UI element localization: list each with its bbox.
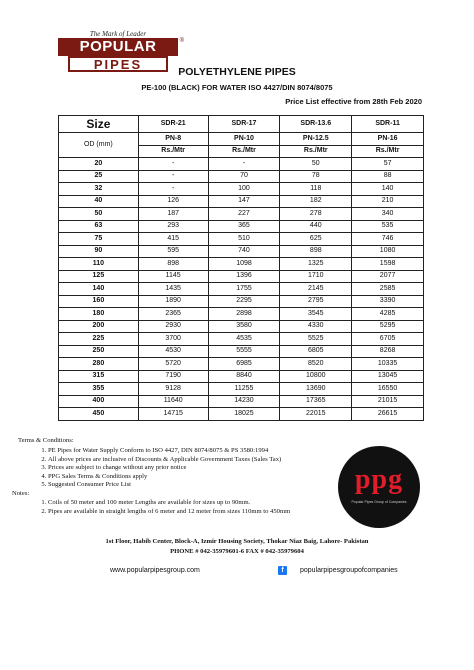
price-cell: 7190 bbox=[138, 370, 208, 383]
table-row bbox=[59, 333, 424, 346]
price-cell: 22015 bbox=[280, 408, 352, 421]
od-size-cell: 50 bbox=[59, 208, 139, 221]
price-cell: 14230 bbox=[208, 395, 280, 408]
logo-tagline: The Mark of Leader bbox=[89, 30, 147, 38]
price-cell: 898 bbox=[280, 245, 352, 258]
od-size-cell: 75 bbox=[59, 233, 139, 246]
price-cell: 11640 bbox=[138, 395, 208, 408]
price-cell: 2585 bbox=[352, 283, 424, 296]
website-link[interactable]: www.popularpipesgroup.com bbox=[110, 567, 200, 574]
terms-section bbox=[12, 437, 291, 516]
table-row bbox=[59, 208, 424, 221]
price-cell: 227 bbox=[208, 208, 280, 221]
od-size-cell: 140 bbox=[59, 283, 139, 296]
od-size-cell: 280 bbox=[59, 358, 139, 371]
unit-header: Rs./Mtr bbox=[208, 145, 280, 158]
od-size-cell: 180 bbox=[59, 308, 139, 321]
terms-list bbox=[18, 447, 290, 488]
price-cell: 210 bbox=[352, 195, 424, 208]
price-cell: 21015 bbox=[352, 395, 424, 408]
price-cell: 8840 bbox=[208, 370, 280, 383]
document-title: POLYETHYLENE PIPES bbox=[178, 66, 296, 78]
od-size-cell: 20 bbox=[59, 158, 139, 171]
price-cell: 78 bbox=[280, 170, 352, 183]
od-size-cell: 25 bbox=[59, 170, 139, 183]
price-cell: 3580 bbox=[208, 320, 280, 333]
price-cell: 70 bbox=[208, 170, 280, 183]
price-rows bbox=[59, 158, 424, 421]
price-cell: - bbox=[208, 158, 280, 171]
price-cell: 118 bbox=[280, 183, 352, 196]
price-cell: 13045 bbox=[352, 370, 424, 383]
notes-list bbox=[18, 499, 290, 515]
table-row bbox=[59, 195, 424, 208]
price-cell: - bbox=[138, 183, 208, 196]
table-row bbox=[59, 295, 424, 308]
price-cell: 6805 bbox=[280, 345, 352, 358]
price-cell: 1890 bbox=[138, 295, 208, 308]
table-row bbox=[59, 270, 424, 283]
price-cell: 4530 bbox=[138, 345, 208, 358]
document-subtitle: PE-100 (BLACK) FOR WATER ISO 4427/DIN 8074/8075 bbox=[141, 83, 333, 92]
price-cell: 140 bbox=[352, 183, 424, 196]
price-cell: 3700 bbox=[138, 333, 208, 346]
price-cell: 4330 bbox=[280, 320, 352, 333]
od-size-cell: 125 bbox=[59, 270, 139, 283]
ppg-logo bbox=[338, 446, 420, 528]
table-row bbox=[59, 245, 424, 258]
price-cell: 625 bbox=[280, 233, 352, 246]
table-row bbox=[59, 320, 424, 333]
price-cell: 510 bbox=[208, 233, 280, 246]
sdr-header: SDR-21 bbox=[138, 116, 208, 133]
ppg-logo-text: ppg bbox=[354, 464, 404, 495]
od-size-cell: 110 bbox=[59, 258, 139, 271]
price-cell: 1710 bbox=[280, 270, 352, 283]
price-cell: 5525 bbox=[280, 333, 352, 346]
price-cell: 11255 bbox=[208, 383, 280, 396]
terms-item: 2. All above prices are inclusive of Discounts & Applicable Government Taxes (Sales Tax) bbox=[48, 456, 290, 463]
registered-mark: ® bbox=[179, 38, 184, 44]
size-header: Size bbox=[59, 116, 139, 133]
table-row bbox=[59, 395, 424, 408]
od-size-cell: 250 bbox=[59, 345, 139, 358]
price-table bbox=[58, 115, 424, 421]
price-cell: 293 bbox=[138, 220, 208, 233]
ppg-logo-subtext: Popular Pipes Group of Companies bbox=[351, 500, 407, 504]
table-row bbox=[59, 158, 424, 171]
price-cell: 8268 bbox=[352, 345, 424, 358]
price-cell: 2930 bbox=[138, 320, 208, 333]
terms-item: 4. PPG Sales Terms & Conditions apply bbox=[48, 473, 290, 480]
price-cell: 365 bbox=[208, 220, 280, 233]
price-cell: 182 bbox=[280, 195, 352, 208]
price-cell: 278 bbox=[280, 208, 352, 221]
phone-fax-line: PHONE # 042-35979601-6 FAX # 042-35979604 bbox=[170, 548, 304, 555]
sdr-header: SDR-13.6 bbox=[280, 116, 352, 133]
price-cell: 126 bbox=[138, 195, 208, 208]
price-cell: 26615 bbox=[352, 408, 424, 421]
table-row bbox=[59, 345, 424, 358]
facebook-icon: f bbox=[278, 566, 287, 575]
price-cell: 4535 bbox=[208, 333, 280, 346]
logo-line2: PIPES bbox=[68, 56, 168, 72]
price-cell: 4285 bbox=[352, 308, 424, 321]
pn-header: PN-10 bbox=[208, 133, 280, 146]
price-cell: 1755 bbox=[208, 283, 280, 296]
price-cell: 2295 bbox=[208, 295, 280, 308]
pn-header: PN-16 bbox=[352, 133, 424, 146]
price-cell: 5295 bbox=[352, 320, 424, 333]
od-size-cell: 355 bbox=[59, 383, 139, 396]
price-cell: 1396 bbox=[208, 270, 280, 283]
price-cell: - bbox=[138, 158, 208, 171]
price-cell: 1598 bbox=[352, 258, 424, 271]
price-cell: 1145 bbox=[138, 270, 208, 283]
price-cell: 2077 bbox=[352, 270, 424, 283]
od-size-cell: 225 bbox=[59, 333, 139, 346]
pn-header: PN-12.5 bbox=[280, 133, 352, 146]
price-cell: 1080 bbox=[352, 245, 424, 258]
price-cell: 340 bbox=[352, 208, 424, 221]
price-cell: 898 bbox=[138, 258, 208, 271]
price-cell: 535 bbox=[352, 220, 424, 233]
table-row bbox=[59, 370, 424, 383]
od-size-cell: 63 bbox=[59, 220, 139, 233]
address-line: 1st Floor, Habib Center, Block-A, Izmir Housing Society, Thokar Niaz Baig, Lahore- Pakistan bbox=[105, 538, 369, 545]
price-cell: 2365 bbox=[138, 308, 208, 321]
unit-header: Rs./Mtr bbox=[138, 145, 208, 158]
price-cell: 13690 bbox=[280, 383, 352, 396]
table-row bbox=[59, 170, 424, 183]
price-cell: - bbox=[138, 170, 208, 183]
pn-header: PN-8 bbox=[138, 133, 208, 146]
price-cell: 147 bbox=[208, 195, 280, 208]
price-cell: 746 bbox=[352, 233, 424, 246]
price-cell: 2898 bbox=[208, 308, 280, 321]
price-cell: 10800 bbox=[280, 370, 352, 383]
price-cell: 1435 bbox=[138, 283, 208, 296]
table-row bbox=[59, 408, 424, 421]
sdr-header: SDR-11 bbox=[352, 116, 424, 133]
price-cell: 2145 bbox=[280, 283, 352, 296]
table-row bbox=[59, 358, 424, 371]
price-cell: 57 bbox=[352, 158, 424, 171]
price-cell: 440 bbox=[280, 220, 352, 233]
od-size-cell: 400 bbox=[59, 395, 139, 408]
price-cell: 6705 bbox=[352, 333, 424, 346]
logo-line1: POPULAR bbox=[58, 38, 178, 56]
table-row bbox=[59, 258, 424, 271]
price-cell: 9128 bbox=[138, 383, 208, 396]
price-cell: 3545 bbox=[280, 308, 352, 321]
od-size-cell: 32 bbox=[59, 183, 139, 196]
price-cell: 17365 bbox=[280, 395, 352, 408]
table-row bbox=[59, 383, 424, 396]
sdr-header: SDR-17 bbox=[208, 116, 280, 133]
table-row bbox=[59, 183, 424, 196]
price-cell: 6985 bbox=[208, 358, 280, 371]
price-cell: 50 bbox=[280, 158, 352, 171]
price-cell: 1325 bbox=[280, 258, 352, 271]
notes-item: 1. Coils of 50 meter and 100 meter Lengths are available for sizes up to 90mm. bbox=[48, 499, 290, 506]
price-cell: 2795 bbox=[280, 295, 352, 308]
notes-item: 2. Pipes are available in straight lengths of 6 meter and 12 meter from sizes 110mm to 450mm bbox=[48, 508, 290, 515]
price-cell: 3390 bbox=[352, 295, 424, 308]
od-size-cell: 90 bbox=[59, 245, 139, 258]
od-header: OD (mm) bbox=[59, 133, 139, 158]
terms-item: 1. PE Pipes for Water Supply Conform to ISO 4427, DIN 8074/8075 & PS 3580:1994 bbox=[48, 447, 290, 454]
terms-item: 5. Suggested Consumer Price List bbox=[48, 481, 290, 488]
od-size-cell: 450 bbox=[59, 408, 139, 421]
price-cell: 10335 bbox=[352, 358, 424, 371]
od-size-cell: 200 bbox=[59, 320, 139, 333]
price-cell: 187 bbox=[138, 208, 208, 221]
unit-header: Rs./Mtr bbox=[352, 145, 424, 158]
terms-item: 3. Prices are subject to change without any prior notice bbox=[48, 464, 290, 471]
unit-header: Rs./Mtr bbox=[280, 145, 352, 158]
price-cell: 5720 bbox=[138, 358, 208, 371]
table-row bbox=[59, 308, 424, 321]
price-cell: 415 bbox=[138, 233, 208, 246]
od-size-cell: 40 bbox=[59, 195, 139, 208]
terms-heading: Terms & Conditions: bbox=[18, 437, 74, 444]
price-cell: 88 bbox=[352, 170, 424, 183]
notes-heading: Notes: bbox=[12, 490, 30, 497]
price-cell: 18025 bbox=[208, 408, 280, 421]
table-row bbox=[59, 283, 424, 296]
effective-date: Price List effective from 28th Feb 2020 bbox=[285, 97, 422, 106]
od-size-cell: 315 bbox=[59, 370, 139, 383]
facebook-link[interactable]: popularpipesgroupofcompanies bbox=[300, 567, 398, 574]
price-cell: 16550 bbox=[352, 383, 424, 396]
price-cell: 5555 bbox=[208, 345, 280, 358]
price-cell: 740 bbox=[208, 245, 280, 258]
table-row bbox=[59, 220, 424, 233]
price-cell: 595 bbox=[138, 245, 208, 258]
price-cell: 100 bbox=[208, 183, 280, 196]
od-size-cell: 160 bbox=[59, 295, 139, 308]
price-cell: 14715 bbox=[138, 408, 208, 421]
price-cell: 8520 bbox=[280, 358, 352, 371]
price-cell: 1098 bbox=[208, 258, 280, 271]
table-row bbox=[59, 233, 424, 246]
